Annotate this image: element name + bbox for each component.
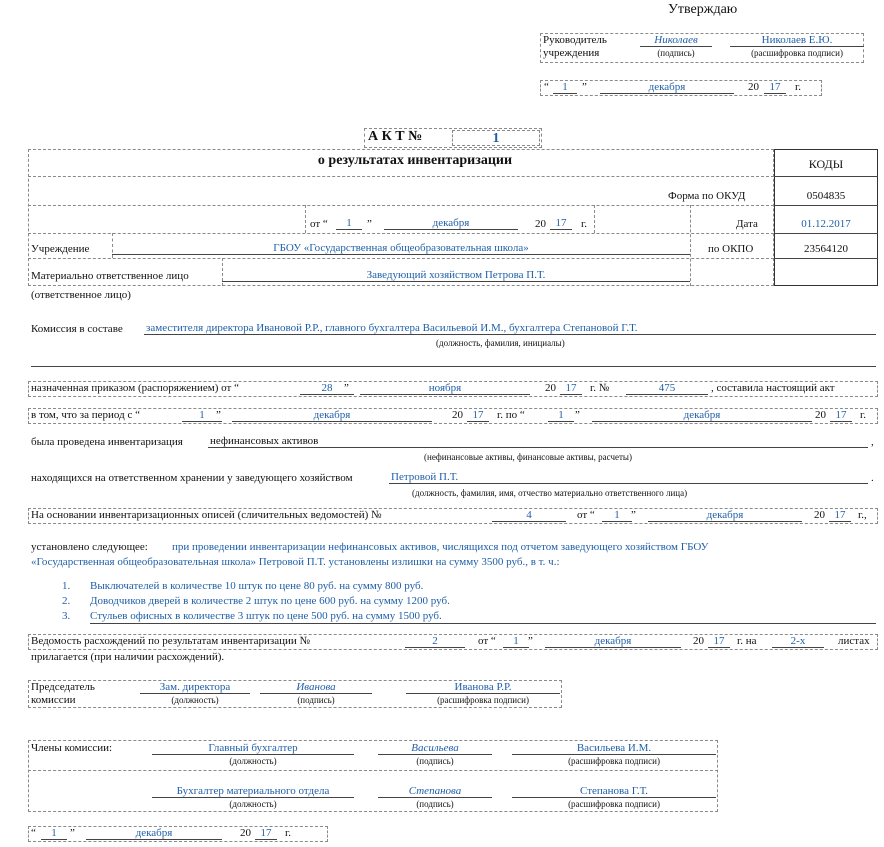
okud-label: Форма по ОКУД: [668, 190, 746, 202]
act-date-close-quote: ”: [367, 218, 372, 230]
period-year-prefix-to: 20: [815, 409, 826, 421]
okud-value: 0504835: [806, 190, 846, 202]
findings-item-1-num: 1.: [62, 580, 71, 592]
statement-line-2: прилагается (при наличии расхождений).: [31, 651, 225, 663]
custody-dot: .: [871, 472, 874, 484]
findings-item-1-text: Выключателей в количестве 10 штук по цене 80 руб. на сумму 800 руб.: [90, 580, 424, 592]
basis-day[interactable]: 1: [602, 509, 632, 522]
act-date-year[interactable]: 17: [550, 217, 572, 230]
basis-number[interactable]: 4: [492, 509, 566, 522]
basis-year-prefix: 20: [814, 509, 825, 521]
institution-label: Учреждение: [31, 243, 90, 255]
statement-year[interactable]: 17: [708, 635, 730, 648]
statement-sheets[interactable]: 2-х: [772, 635, 824, 648]
commission-value[interactable]: заместителя директора Ивановой Р.Р., главного бухгалтера Васильевой И.М., бухгалтера Степановой Г.Т.: [144, 322, 876, 335]
approve-date-open-quote: “: [544, 81, 549, 93]
member-1-name-caption: (расшифровка подписи): [568, 756, 660, 766]
findings-line-1: при проведении инвентаризации нефинансовых активов, числящихся под отчетом заведующего хозяйством ГБОУ: [172, 541, 709, 553]
okpo-value: 23564120: [804, 243, 848, 255]
approve-signature-caption: (подпись): [657, 48, 695, 58]
chair-label-1: Председатель: [31, 681, 95, 693]
order-month[interactable]: ноября: [360, 382, 530, 395]
member-1-name[interactable]: Васильева И.М.: [512, 742, 716, 755]
basis-year-unit: г.,: [858, 509, 867, 521]
institution-value[interactable]: ГБОУ «Государственная общеобразовательная школа»: [112, 242, 690, 255]
statement-year-prefix: 20: [693, 635, 704, 647]
order-close-quote: ”: [344, 382, 349, 394]
member-1-signature-caption: (подпись): [416, 756, 454, 766]
inventory-comma: ,: [871, 436, 874, 448]
statement-month[interactable]: декабря: [545, 635, 681, 648]
act-date-year-unit: г.: [581, 218, 588, 230]
findings-item-3-num: 3.: [62, 610, 71, 622]
chair-name-caption: (расшифровка подписи): [437, 695, 529, 705]
act-date-from: от “: [310, 218, 328, 230]
findings-label: установлено следующее:: [31, 541, 148, 553]
custody-value[interactable]: Петровой П.Т.: [389, 471, 868, 484]
order-year[interactable]: 17: [560, 382, 582, 395]
custody-caption: (должность, фамилия, имя, отчество материально ответственного лица): [412, 488, 688, 498]
date-value: 01.12.2017: [801, 218, 851, 230]
member-2-name[interactable]: Степанова Г.Т.: [512, 785, 716, 798]
member-2-signature-caption: (подпись): [416, 799, 454, 809]
findings-line-2-text: «Государственная общеобразовательная школа» Петровой П.Т. установлены излишки на сумму 3500 руб., в т. ч.:: [31, 556, 560, 568]
statement-day[interactable]: 1: [503, 635, 529, 648]
basis-month[interactable]: декабря: [648, 509, 802, 522]
footer-date-close-quote: ”: [70, 827, 75, 839]
members-label: Члены комиссии:: [31, 742, 113, 754]
period-label: в том, что за период с “: [31, 409, 140, 421]
inventory-value[interactable]: нефинансовых активов: [208, 435, 868, 448]
act-title: А К Т №: [368, 129, 423, 144]
custody-label: находящихся на ответственном хранении у заведующего хозяйством: [31, 472, 353, 484]
mol-caption: (ответственное лицо): [31, 289, 131, 301]
mol-value[interactable]: Заведующий хозяйством Петрова П.Т.: [222, 269, 690, 282]
commission-label: Комиссия в составе: [31, 323, 123, 335]
codes-header: КОДЫ: [808, 157, 844, 171]
approve-date-day[interactable]: 1: [553, 81, 577, 94]
footer-date-day[interactable]: 1: [41, 827, 67, 840]
approve-head-label-2: учреждения: [543, 47, 600, 59]
basis-year[interactable]: 17: [829, 509, 851, 522]
inventory-caption: (нефинансовые активы, финансовые активы, расчеты): [424, 452, 632, 462]
footer-date-year[interactable]: 17: [255, 827, 277, 840]
order-label: назначенная приказом (распоряжением) от “: [31, 382, 239, 394]
period-month-to[interactable]: декабря: [592, 409, 812, 422]
okpo-label: по ОКПО: [708, 243, 754, 255]
period-to-label: г. по “: [497, 409, 525, 421]
basis-label: На основании инвентаризационных описей (сличительных ведомостей) №: [31, 509, 382, 521]
approve-date-year[interactable]: 17: [764, 81, 786, 94]
act-date-day[interactable]: 1: [336, 217, 362, 230]
approve-date-close-quote: ”: [582, 81, 587, 93]
findings-item-2-text: Доводчиков дверей в количестве 2 штук по цене 600 руб. на сумму 1200 руб.: [90, 595, 450, 607]
chair-position[interactable]: Зам. директора: [140, 681, 250, 694]
member-2-name-caption: (расшифровка подписи): [568, 799, 660, 809]
approve-head-label-1: Руководитель: [543, 34, 607, 46]
footer-date-year-prefix: 20: [240, 827, 251, 839]
order-number[interactable]: 475: [626, 382, 708, 395]
mol-label: Материально ответственное лицо: [31, 270, 189, 282]
statement-number[interactable]: 2: [405, 635, 465, 648]
basis-close-quote: ”: [631, 509, 636, 521]
chair-label-2: комиссии: [31, 694, 76, 706]
period-close-quote-from: ”: [216, 409, 221, 421]
approve-name[interactable]: Николаев Е.Ю.: [730, 34, 864, 47]
act-number[interactable]: 1: [452, 130, 540, 146]
period-day-from[interactable]: 1: [182, 409, 222, 422]
findings-item-2-num: 2.: [62, 595, 71, 607]
findings-item-3-text: Стульев офисных в количестве 3 штук по цене 500 руб. на сумму 1500 руб.: [90, 610, 442, 622]
approve-signature[interactable]: Николаев: [640, 34, 712, 47]
footer-date-month[interactable]: декабря: [86, 827, 222, 840]
member-1-signature[interactable]: Васильева: [378, 742, 492, 755]
approve-date-year-prefix: 20: [748, 81, 759, 93]
order-number-label: г. №: [590, 382, 610, 394]
period-year-to[interactable]: 17: [830, 409, 852, 422]
inventory-label: была проведена инвентаризация: [31, 436, 183, 448]
commission-caption: (должность, фамилия, инициалы): [436, 338, 565, 348]
act-subtitle: о результатах инвентаризации: [317, 153, 513, 168]
statement-on-label: г. на: [737, 635, 757, 647]
member-1-position[interactable]: Главный бухгалтер: [152, 742, 354, 755]
act-date-month[interactable]: декабря: [384, 217, 518, 230]
approve-title: Утверждаю: [668, 2, 738, 17]
period-year-from[interactable]: 17: [467, 409, 489, 422]
approve-name-caption: (расшифровка подписи): [751, 48, 843, 58]
period-month-from[interactable]: декабря: [232, 409, 432, 422]
chair-position-caption: (должность): [171, 695, 219, 705]
approve-date-month[interactable]: декабря: [600, 81, 734, 94]
basis-from: от “: [577, 509, 595, 521]
statement-from: от “: [478, 635, 496, 647]
chair-signature[interactable]: Иванова: [260, 681, 372, 694]
member-2-position[interactable]: Бухгалтер материального отдела: [152, 785, 354, 798]
footer-date-open-quote: “: [31, 827, 36, 839]
chair-signature-caption: (подпись): [297, 695, 335, 705]
findings-line-2: [31, 556, 560, 568]
member-1-position-caption: (должность): [229, 756, 277, 766]
member-2-position-caption: (должность): [229, 799, 277, 809]
order-year-prefix: 20: [545, 382, 556, 394]
period-year-unit: г.: [860, 409, 867, 421]
statement-close-quote: ”: [528, 635, 533, 647]
order-tail: , составила настоящий акт: [711, 382, 835, 394]
date-label: Дата: [736, 218, 758, 230]
statement-label: Ведомость расхождений по результатам инвентаризации №: [31, 635, 311, 647]
period-day-to[interactable]: 1: [548, 409, 574, 422]
period-close-quote-to: ”: [575, 409, 580, 421]
period-year-prefix-from: 20: [452, 409, 463, 421]
chair-name[interactable]: Иванова Р.Р.: [406, 681, 560, 694]
member-2-signature[interactable]: Степанова: [378, 785, 492, 798]
approve-date-year-unit: г.: [795, 81, 802, 93]
footer-date-year-unit: г.: [285, 827, 292, 839]
statement-sheets-label: листах: [838, 635, 870, 647]
act-date-year-prefix: 20: [535, 218, 546, 230]
order-day[interactable]: 28: [300, 382, 354, 395]
